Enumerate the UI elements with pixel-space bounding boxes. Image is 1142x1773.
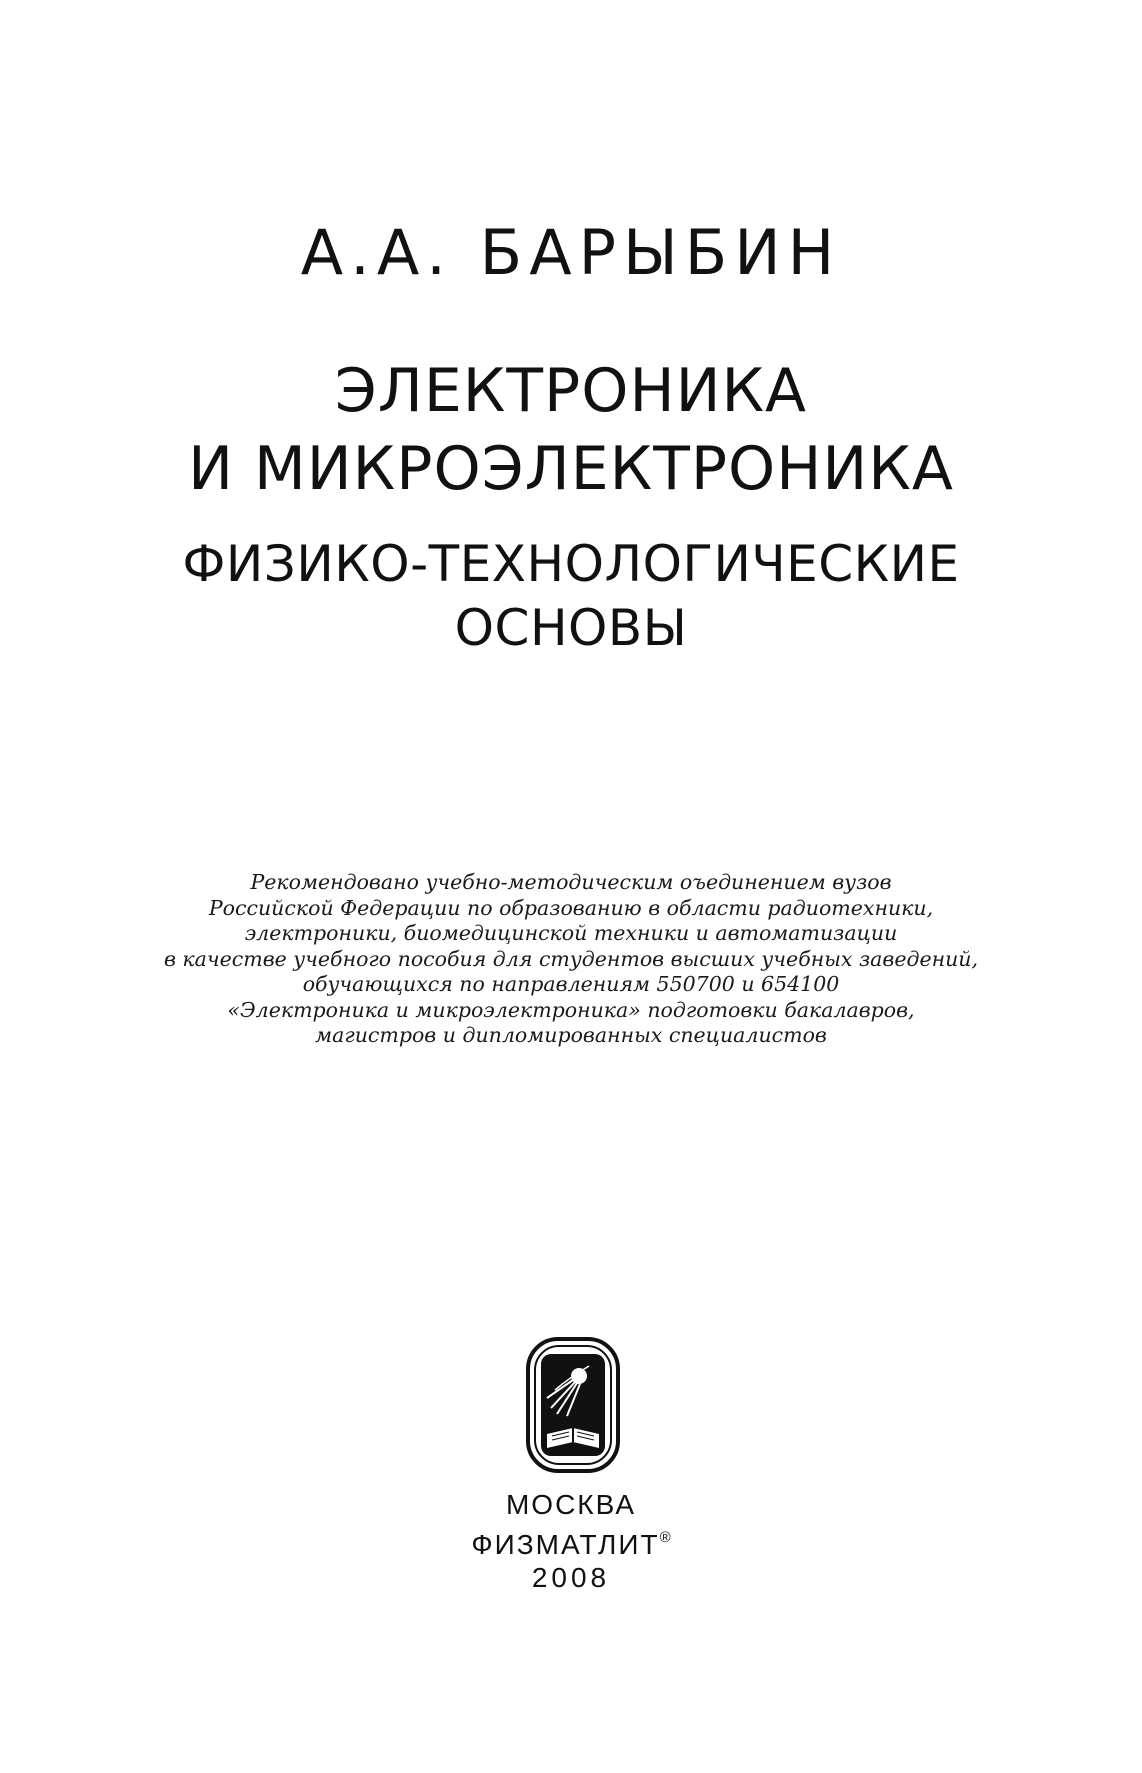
imprint-year: 2008 — [531, 1562, 611, 1593]
registered-mark: ® — [659, 1529, 671, 1546]
recommendation-line-4: в качестве учебного пособия для студентов высших учебных заведений, — [163, 946, 978, 971]
recommendation-line-7: магистров и дипломированных специалистов — [315, 1023, 827, 1047]
imprint-publisher — [0, 1521, 1142, 1561]
recommendation-line-6: «Электроника и микроэлектроника» подготовки бакалавров, — [227, 997, 915, 1022]
recommendation-line-5: обучающихся по направлениям 550700 и 654100 — [302, 972, 840, 996]
recommendation-notice — [0, 870, 1142, 1049]
publisher-emblem-icon — [525, 1336, 621, 1474]
recommendation-line-2: Российской Федерации по образованию в области радиотехники, — [208, 895, 934, 920]
recommendation-line-1: Рекомендовано учебно-методическим оъединением вузов — [250, 870, 892, 894]
book-title-line-1: ЭЛЕКТРОНИКА — [334, 356, 808, 426]
book-title — [0, 352, 1142, 508]
book-title-line-2: И МИКРОЭЛЕКТРОНИКА — [188, 434, 954, 504]
imprint-city: МОСКВА — [505, 1489, 637, 1520]
book-subtitle-line-1: ФИЗИКО-ТЕХНОЛОГИЧЕСКИЕ — [182, 535, 960, 593]
author-name: А.А. БАРЫБИН — [300, 216, 842, 289]
recommendation-line-3: электроники, биомедицинской техники и автоматизации — [244, 921, 898, 945]
book-subtitle — [0, 532, 1142, 660]
imprint-publisher-name: ФИЗМАТЛИТ — [471, 1529, 660, 1560]
book-subtitle-line-2: ОСНОВЫ — [454, 599, 688, 657]
imprint — [0, 1488, 1142, 1594]
